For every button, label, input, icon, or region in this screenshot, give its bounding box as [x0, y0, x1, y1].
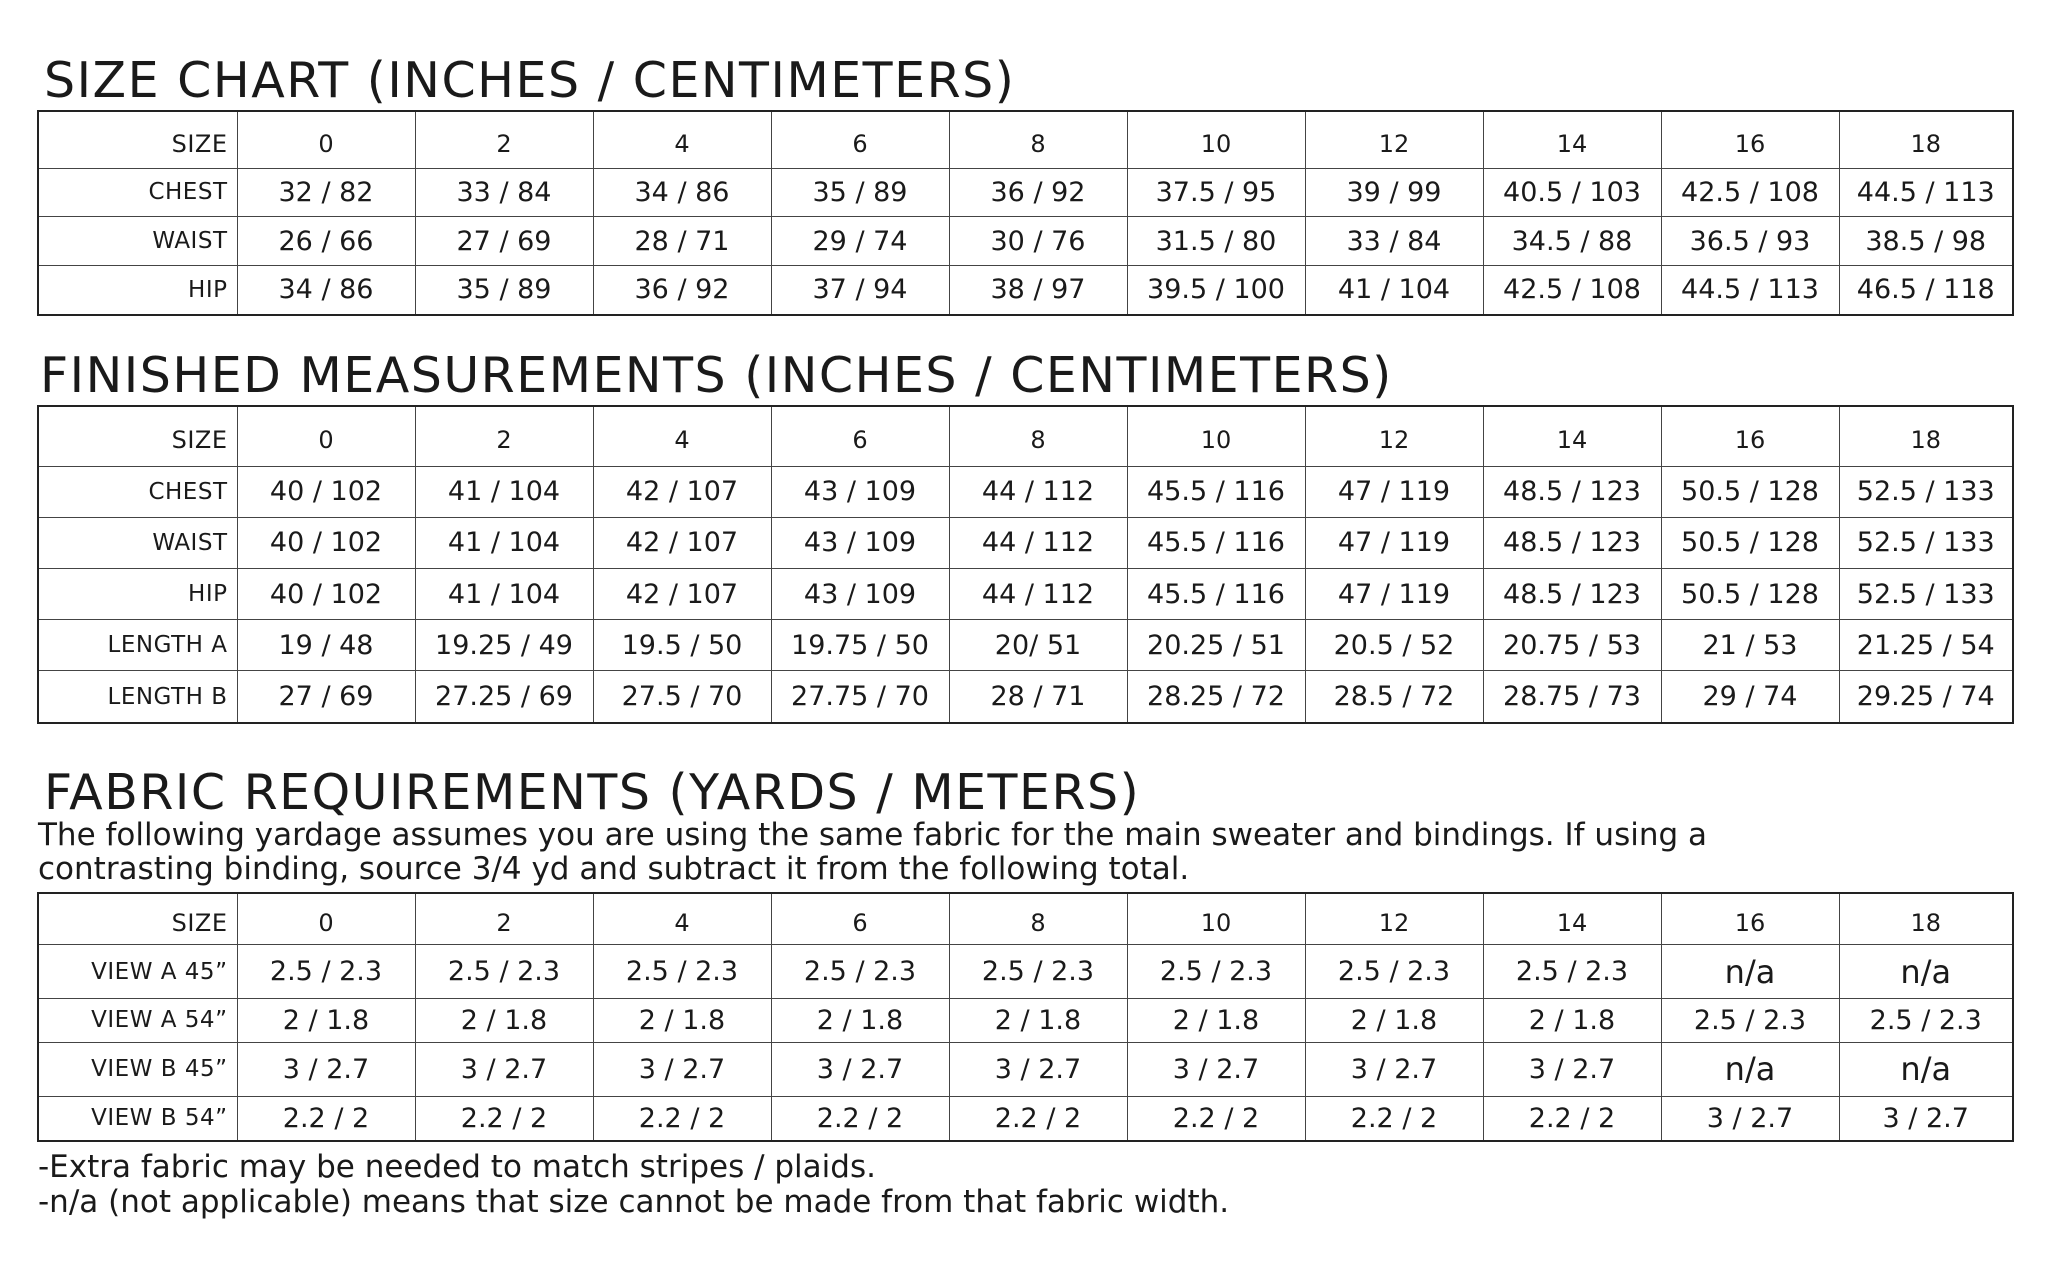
table-cell: 29 / 74: [771, 217, 949, 266]
size-header-cell: 8: [949, 406, 1127, 466]
size-header-cell: 18: [1839, 111, 2013, 168]
table-cell: 33 / 84: [1305, 217, 1483, 266]
table-cell: 28.5 / 72: [1305, 671, 1483, 723]
footnote-not-applicable: -n/a (not applicable) means that size cannot be made from that fabric width.: [38, 1184, 1230, 1220]
size-header-cell: 6: [771, 893, 949, 945]
table-row: [38, 945, 2013, 999]
row-label: LENGTH B: [38, 671, 237, 723]
table-cell: 48.5 / 123: [1483, 466, 1661, 517]
table-cell: 42 / 107: [593, 466, 771, 517]
table-cell: 3 / 2.7: [1661, 1096, 1839, 1141]
fabric-requirements-table: [37, 892, 2014, 1142]
table-cell: n/a: [1661, 1042, 1839, 1096]
row-label: CHEST: [38, 466, 237, 517]
size-header-cell: 16: [1661, 406, 1839, 466]
table-cell: 19.25 / 49: [415, 620, 593, 671]
size-header-cell: 18: [1839, 893, 2013, 945]
size-header-cell: 12: [1305, 111, 1483, 168]
table-cell: 44 / 112: [949, 517, 1127, 568]
table-cell: 2 / 1.8: [1483, 998, 1661, 1042]
table-row: [38, 998, 2013, 1042]
row-label: VIEW B 54”: [38, 1096, 237, 1141]
table-cell: 41 / 104: [1305, 265, 1483, 315]
table-cell: 20/ 51: [949, 620, 1127, 671]
table-cell: 43 / 109: [771, 466, 949, 517]
table-cell: 38.5 / 98: [1839, 217, 2013, 266]
size-header-cell: 10: [1127, 893, 1305, 945]
table-cell: 3 / 2.7: [771, 1042, 949, 1096]
table-cell: 50.5 / 128: [1661, 466, 1839, 517]
size-header-cell: 0: [237, 893, 415, 945]
table-header-row: [38, 111, 2013, 168]
table-cell: 2.5 / 2.3: [1483, 945, 1661, 999]
table-row: [38, 168, 2013, 217]
table-cell: 2.2 / 2: [1483, 1096, 1661, 1141]
table-cell: 42.5 / 108: [1483, 265, 1661, 315]
table-cell: 43 / 109: [771, 517, 949, 568]
table-cell: 38 / 97: [949, 265, 1127, 315]
table-cell: 2.5 / 2.3: [593, 945, 771, 999]
table-cell: 20.5 / 52: [1305, 620, 1483, 671]
table-cell: 2 / 1.8: [771, 998, 949, 1042]
size-header-cell: 12: [1305, 893, 1483, 945]
table-cell: 39.5 / 100: [1127, 265, 1305, 315]
table-cell: 28.75 / 73: [1483, 671, 1661, 723]
table-cell: n/a: [1839, 945, 2013, 999]
table-cell: 3 / 2.7: [237, 1042, 415, 1096]
table-cell: 2 / 1.8: [949, 998, 1127, 1042]
table-cell: 34.5 / 88: [1483, 217, 1661, 266]
size-header-cell: 2: [415, 111, 593, 168]
table-cell: 2.5 / 2.3: [771, 945, 949, 999]
table-cell: 47 / 119: [1305, 517, 1483, 568]
table-cell: 36.5 / 93: [1661, 217, 1839, 266]
table-row: [38, 517, 2013, 568]
table-cell: 44.5 / 113: [1661, 265, 1839, 315]
size-header-label: SIZE: [38, 406, 237, 466]
table-cell: n/a: [1839, 1042, 2013, 1096]
size-header-cell: 6: [771, 406, 949, 466]
size-header-cell: 0: [237, 111, 415, 168]
table-cell: 26 / 66: [237, 217, 415, 266]
table-cell: 27 / 69: [237, 671, 415, 723]
table-cell: 2.5 / 2.3: [415, 945, 593, 999]
table-cell: 45.5 / 116: [1127, 568, 1305, 619]
table-cell: 36 / 92: [949, 168, 1127, 217]
table-cell: 35 / 89: [415, 265, 593, 315]
table-cell: 3 / 2.7: [1127, 1042, 1305, 1096]
table-cell: 20.25 / 51: [1127, 620, 1305, 671]
table-cell: 35 / 89: [771, 168, 949, 217]
table-cell: 40 / 102: [237, 466, 415, 517]
table-cell: 48.5 / 123: [1483, 568, 1661, 619]
table-cell: 45.5 / 116: [1127, 517, 1305, 568]
table-cell: 34 / 86: [237, 265, 415, 315]
table-cell: 40.5 / 103: [1483, 168, 1661, 217]
size-header-label: SIZE: [38, 111, 237, 168]
table-cell: 44.5 / 113: [1839, 168, 2013, 217]
size-header-cell: 8: [949, 111, 1127, 168]
table-cell: 27 / 69: [415, 217, 593, 266]
row-label: HIP: [38, 568, 237, 619]
table-cell: 2 / 1.8: [1305, 998, 1483, 1042]
table-cell: 21 / 53: [1661, 620, 1839, 671]
finished-measurements-title: FINISHED MEASUREMENTS (INCHES / CENTIMETERS): [40, 347, 1393, 404]
table-cell: 2.2 / 2: [593, 1096, 771, 1141]
table-cell: 2.5 / 2.3: [1305, 945, 1483, 999]
size-header-cell: 10: [1127, 111, 1305, 168]
table-cell: 2.2 / 2: [1305, 1096, 1483, 1141]
table-cell: 19.5 / 50: [593, 620, 771, 671]
table-row: [38, 217, 2013, 266]
size-header-cell: 6: [771, 111, 949, 168]
table-cell: 29 / 74: [1661, 671, 1839, 723]
size-header-cell: 4: [593, 111, 771, 168]
table-cell: 3 / 2.7: [415, 1042, 593, 1096]
fabric-intro-line-2: contrasting binding, source 3/4 yd and subtract it from the following total.: [38, 851, 1190, 887]
table-cell: 2.2 / 2: [949, 1096, 1127, 1141]
table-cell: 3 / 2.7: [593, 1042, 771, 1096]
table-cell: 42 / 107: [593, 517, 771, 568]
row-label: HIP: [38, 265, 237, 315]
row-label: WAIST: [38, 217, 237, 266]
table-cell: 40 / 102: [237, 517, 415, 568]
table-cell: 2.2 / 2: [1127, 1096, 1305, 1141]
table-cell: 2 / 1.8: [415, 998, 593, 1042]
table-cell: 2.5 / 2.3: [237, 945, 415, 999]
table-cell: 2.5 / 2.3: [1661, 998, 1839, 1042]
table-cell: 40 / 102: [237, 568, 415, 619]
table-cell: 3 / 2.7: [949, 1042, 1127, 1096]
table-cell: 36 / 92: [593, 265, 771, 315]
fabric-requirements-title: FABRIC REQUIREMENTS (YARDS / METERS): [44, 764, 1141, 821]
table-cell: 2 / 1.8: [593, 998, 771, 1042]
table-row: [38, 620, 2013, 671]
size-header-cell: 16: [1661, 111, 1839, 168]
table-cell: 2 / 1.8: [237, 998, 415, 1042]
finished-measurements-table: [37, 405, 2014, 724]
row-label: CHEST: [38, 168, 237, 217]
size-header-cell: 0: [237, 406, 415, 466]
size-header-cell: 14: [1483, 406, 1661, 466]
table-cell: 31.5 / 80: [1127, 217, 1305, 266]
table-cell: 3 / 2.7: [1839, 1096, 2013, 1141]
table-cell: 2.5 / 2.3: [1127, 945, 1305, 999]
table-cell: 2 / 1.8: [1127, 998, 1305, 1042]
size-header-cell: 14: [1483, 111, 1661, 168]
table-cell: 2.2 / 2: [771, 1096, 949, 1141]
size-header-cell: 8: [949, 893, 1127, 945]
table-cell: 42.5 / 108: [1661, 168, 1839, 217]
table-cell: 37.5 / 95: [1127, 168, 1305, 217]
size-header-cell: 18: [1839, 406, 2013, 466]
table-cell: 47 / 119: [1305, 466, 1483, 517]
row-label: VIEW A 45”: [38, 945, 237, 999]
size-header-cell: 16: [1661, 893, 1839, 945]
table-cell: 20.75 / 53: [1483, 620, 1661, 671]
table-cell: 27.25 / 69: [415, 671, 593, 723]
row-label: WAIST: [38, 517, 237, 568]
table-cell: 34 / 86: [593, 168, 771, 217]
table-cell: 28 / 71: [949, 671, 1127, 723]
table-cell: 52.5 / 133: [1839, 568, 2013, 619]
table-cell: 33 / 84: [415, 168, 593, 217]
table-cell: 19 / 48: [237, 620, 415, 671]
table-cell: 44 / 112: [949, 568, 1127, 619]
size-header-cell: 14: [1483, 893, 1661, 945]
table-cell: 2.5 / 2.3: [1839, 998, 2013, 1042]
table-cell: 27.5 / 70: [593, 671, 771, 723]
size-header-label: SIZE: [38, 893, 237, 945]
table-row: [38, 466, 2013, 517]
table-cell: 28.25 / 72: [1127, 671, 1305, 723]
size-header-cell: 4: [593, 406, 771, 466]
row-label: LENGTH A: [38, 620, 237, 671]
table-row: [38, 1096, 2013, 1141]
table-cell: 52.5 / 133: [1839, 517, 2013, 568]
table-cell: 42 / 107: [593, 568, 771, 619]
size-chart-title: SIZE CHART (INCHES / CENTIMETERS): [44, 52, 1016, 109]
table-cell: 28 / 71: [593, 217, 771, 266]
table-cell: 32 / 82: [237, 168, 415, 217]
table-cell: 41 / 104: [415, 568, 593, 619]
size-header-cell: 2: [415, 893, 593, 945]
table-cell: 27.75 / 70: [771, 671, 949, 723]
table-cell: 45.5 / 116: [1127, 466, 1305, 517]
size-header-cell: 12: [1305, 406, 1483, 466]
table-cell: 44 / 112: [949, 466, 1127, 517]
table-cell: n/a: [1661, 945, 1839, 999]
size-header-cell: 2: [415, 406, 593, 466]
table-cell: 39 / 99: [1305, 168, 1483, 217]
table-cell: 41 / 104: [415, 466, 593, 517]
size-header-cell: 10: [1127, 406, 1305, 466]
table-cell: 29.25 / 74: [1839, 671, 2013, 723]
table-cell: 43 / 109: [771, 568, 949, 619]
table-row: [38, 568, 2013, 619]
size-chart-table: [37, 110, 2014, 316]
table-cell: 37 / 94: [771, 265, 949, 315]
row-label: VIEW A 54”: [38, 998, 237, 1042]
table-cell: 3 / 2.7: [1483, 1042, 1661, 1096]
table-cell: 50.5 / 128: [1661, 568, 1839, 619]
table-cell: 46.5 / 118: [1839, 265, 2013, 315]
table-cell: 48.5 / 123: [1483, 517, 1661, 568]
table-header-row: [38, 406, 2013, 466]
table-cell: 3 / 2.7: [1305, 1042, 1483, 1096]
table-cell: 52.5 / 133: [1839, 466, 2013, 517]
table-row: [38, 671, 2013, 723]
table-cell: 2.5 / 2.3: [949, 945, 1127, 999]
table-cell: 19.75 / 50: [771, 620, 949, 671]
table-cell: 47 / 119: [1305, 568, 1483, 619]
fabric-intro-line-1: The following yardage assumes you are using the same fabric for the main sweater and bindings. If using a: [38, 817, 1708, 853]
table-cell: 30 / 76: [949, 217, 1127, 266]
table-cell: 21.25 / 54: [1839, 620, 2013, 671]
table-cell: 2.2 / 2: [415, 1096, 593, 1141]
table-header-row: [38, 893, 2013, 945]
size-header-cell: 4: [593, 893, 771, 945]
table-cell: 2.2 / 2: [237, 1096, 415, 1141]
table-row: [38, 1042, 2013, 1096]
row-label: VIEW B 45”: [38, 1042, 237, 1096]
table-row: [38, 265, 2013, 315]
footnote-stripes: -Extra fabric may be needed to match stripes / plaids.: [38, 1149, 876, 1185]
table-cell: 50.5 / 128: [1661, 517, 1839, 568]
table-cell: 41 / 104: [415, 517, 593, 568]
